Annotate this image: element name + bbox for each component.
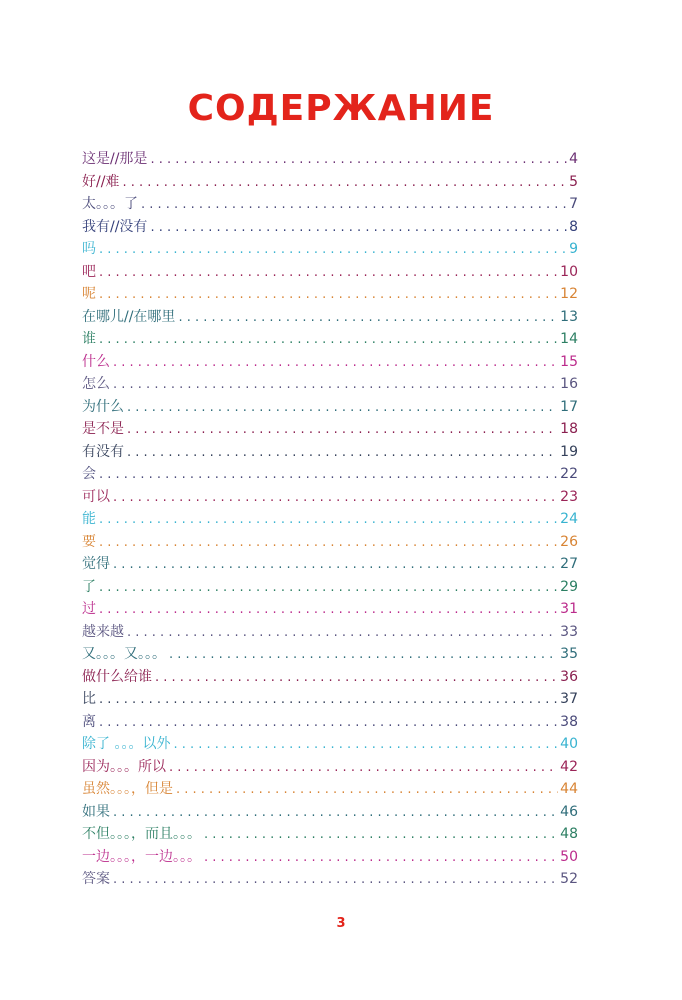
toc-entry[interactable] <box>82 688 578 711</box>
toc-entry-page-number: 15 <box>560 353 578 370</box>
toc-entry-label: 怎么 <box>82 376 110 392</box>
toc-entry-page-number: 35 <box>560 646 578 662</box>
toc-entry-label: 又。。。又。。。 <box>82 646 166 662</box>
page-title: СОДЕРЖАНИЕ <box>187 88 495 129</box>
toc-entry-label: 好//难 <box>82 173 120 190</box>
toc-entry-page-number: 50 <box>560 848 578 865</box>
toc-entry-page-number: 52 <box>560 871 578 887</box>
toc-entry-label: 因为。。。所以 <box>82 758 166 775</box>
dot-leader <box>99 464 558 487</box>
toc-entry-page-number: 26 <box>560 533 578 550</box>
toc-entry-page-number: 44 <box>560 781 578 797</box>
toc-entry[interactable] <box>82 486 578 509</box>
toc-entry-label: 觉得 <box>82 556 110 572</box>
toc-entry[interactable] <box>82 373 578 396</box>
dot-leader <box>99 509 558 532</box>
dot-leader <box>113 869 558 892</box>
dot-leader <box>99 329 558 352</box>
toc-entry-page-number: 31 <box>560 601 578 617</box>
toc-entry[interactable] <box>82 148 578 171</box>
dot-leader <box>99 712 558 735</box>
toc-entry-label: 这是//那是 <box>82 151 148 167</box>
toc-entry-page-number: 48 <box>560 826 578 842</box>
dot-leader <box>127 442 558 465</box>
toc-entry[interactable] <box>82 711 578 734</box>
page-number: 3 <box>336 916 346 931</box>
toc-entry-page-number: 29 <box>560 578 578 595</box>
toc-entry-label: 我有//没有 <box>82 218 148 235</box>
toc-entry[interactable] <box>82 801 578 824</box>
toc-entry-label: 谁 <box>82 331 96 347</box>
toc-entry-page-number: 23 <box>560 488 578 505</box>
toc-entry-label: 不但。。。，而且。。。 <box>82 826 201 842</box>
toc-entry-page-number: 12 <box>560 286 578 302</box>
toc-entry-label: 如果 <box>82 803 110 820</box>
toc-entry[interactable] <box>82 396 578 419</box>
toc-entry[interactable] <box>82 778 578 801</box>
toc-entry-page-number: 36 <box>560 668 578 685</box>
toc-entry-page-number: 7 <box>569 196 578 212</box>
toc-entry-label: 除了 。。。以外 <box>82 736 171 752</box>
toc-entry-label: 比 <box>82 691 96 707</box>
dot-leader <box>99 599 558 622</box>
toc-entry-page-number: 24 <box>560 511 578 527</box>
toc-entry-label: 越来越 <box>82 623 124 640</box>
toc-entry[interactable] <box>82 463 578 486</box>
toc-entry[interactable] <box>82 238 578 261</box>
toc-entry[interactable] <box>82 418 578 441</box>
toc-entry-page-number: 27 <box>560 556 578 572</box>
toc-entry[interactable] <box>82 823 578 846</box>
toc-entry[interactable] <box>82 621 578 644</box>
toc-entry-label: 离 <box>82 713 96 730</box>
toc-entry-page-number: 4 <box>569 151 578 167</box>
toc-entry[interactable] <box>82 733 578 756</box>
toc-entry-label: 吗 <box>82 241 96 257</box>
toc-entry-label: 一边。。。，一边。。。 <box>82 848 201 865</box>
dot-leader <box>113 802 558 825</box>
dot-leader <box>113 487 558 510</box>
toc-entry-label: 会 <box>82 466 96 482</box>
toc-entry-page-number: 22 <box>560 466 578 482</box>
dot-leader <box>113 352 558 375</box>
toc-entry-page-number: 46 <box>560 803 578 820</box>
toc-entry-label: 呢 <box>82 286 96 302</box>
dot-leader <box>122 172 567 195</box>
dot-leader <box>169 757 558 780</box>
dot-leader <box>204 847 558 870</box>
toc-entry-page-number: 40 <box>560 736 578 752</box>
toc-entry-page-number: 10 <box>560 263 578 280</box>
toc-entry[interactable] <box>82 328 578 351</box>
toc-entry[interactable] <box>82 261 578 284</box>
toc-entry[interactable] <box>82 216 578 239</box>
toc-entry-label: 了 <box>82 578 96 595</box>
toc-entry-page-number: 19 <box>560 443 578 460</box>
toc-entry-label: 什么 <box>82 353 110 370</box>
dot-leader <box>99 284 558 307</box>
toc-entry-label: 做什么给谁 <box>82 668 152 685</box>
toc-entry-label: 是不是 <box>82 421 124 437</box>
dot-leader <box>150 149 567 172</box>
toc-entry[interactable] <box>82 666 578 689</box>
dot-leader <box>99 262 558 285</box>
dot-leader <box>176 779 558 802</box>
toc-entry[interactable] <box>82 553 578 576</box>
toc-entry-label: 吧 <box>82 263 96 280</box>
toc-entry-label: 太。。。了 <box>82 196 138 212</box>
dot-leader <box>127 419 558 442</box>
toc-entry-label: 为什么 <box>82 398 124 415</box>
dot-leader <box>127 397 558 420</box>
toc-entry-label: 虽然。。。，但是 <box>82 781 173 797</box>
dot-leader <box>169 644 558 667</box>
toc-entry-page-number: 5 <box>569 173 578 190</box>
toc-entry[interactable] <box>82 868 578 891</box>
toc-entry-label: 有没有 <box>82 443 124 460</box>
toc-entry[interactable] <box>82 576 578 599</box>
toc-entry-page-number: 13 <box>560 308 578 325</box>
dot-leader <box>99 239 567 262</box>
toc-entry-page-number: 8 <box>569 218 578 235</box>
toc-entry-page-number: 37 <box>560 691 578 707</box>
toc-entry[interactable] <box>82 508 578 531</box>
toc-entry-label: 能 <box>82 511 96 527</box>
dot-leader <box>99 532 558 555</box>
dot-leader <box>127 622 558 645</box>
dot-leader <box>99 577 558 600</box>
toc-entry[interactable] <box>82 351 578 374</box>
dot-leader <box>99 689 558 712</box>
toc-entry-page-number: 9 <box>569 241 578 257</box>
toc-entry-page-number: 17 <box>560 398 578 415</box>
toc-entry-label: 在哪儿//在哪里 <box>82 308 176 325</box>
table-of-contents <box>82 148 578 891</box>
toc-entry[interactable] <box>82 193 578 216</box>
toc-entry-page-number: 14 <box>560 331 578 347</box>
toc-entry[interactable] <box>82 306 578 329</box>
dot-leader <box>113 554 558 577</box>
dot-leader <box>178 307 558 330</box>
dot-leader <box>150 217 567 240</box>
dot-leader <box>141 194 567 217</box>
toc-entry[interactable] <box>82 283 578 306</box>
toc-entry[interactable] <box>82 531 578 554</box>
dot-leader <box>204 824 558 847</box>
toc-entry-label: 过 <box>82 601 96 617</box>
toc-entry-label: 可以 <box>82 488 110 505</box>
toc-entry[interactable] <box>82 643 578 666</box>
dot-leader <box>155 667 558 690</box>
toc-entry-page-number: 42 <box>560 758 578 775</box>
toc-entry[interactable] <box>82 171 578 194</box>
toc-entry[interactable] <box>82 756 578 779</box>
toc-entry-page-number: 18 <box>560 421 578 437</box>
dot-leader <box>173 734 558 757</box>
toc-entry[interactable] <box>82 846 578 869</box>
toc-entry-page-number: 38 <box>560 713 578 730</box>
dot-leader <box>113 374 558 397</box>
toc-entry-label: 要 <box>82 533 96 550</box>
toc-entry[interactable] <box>82 441 578 464</box>
toc-entry[interactable] <box>82 598 578 621</box>
toc-entry-page-number: 16 <box>560 376 578 392</box>
toc-entry-page-number: 33 <box>560 623 578 640</box>
toc-entry-label: 答案 <box>82 871 110 887</box>
